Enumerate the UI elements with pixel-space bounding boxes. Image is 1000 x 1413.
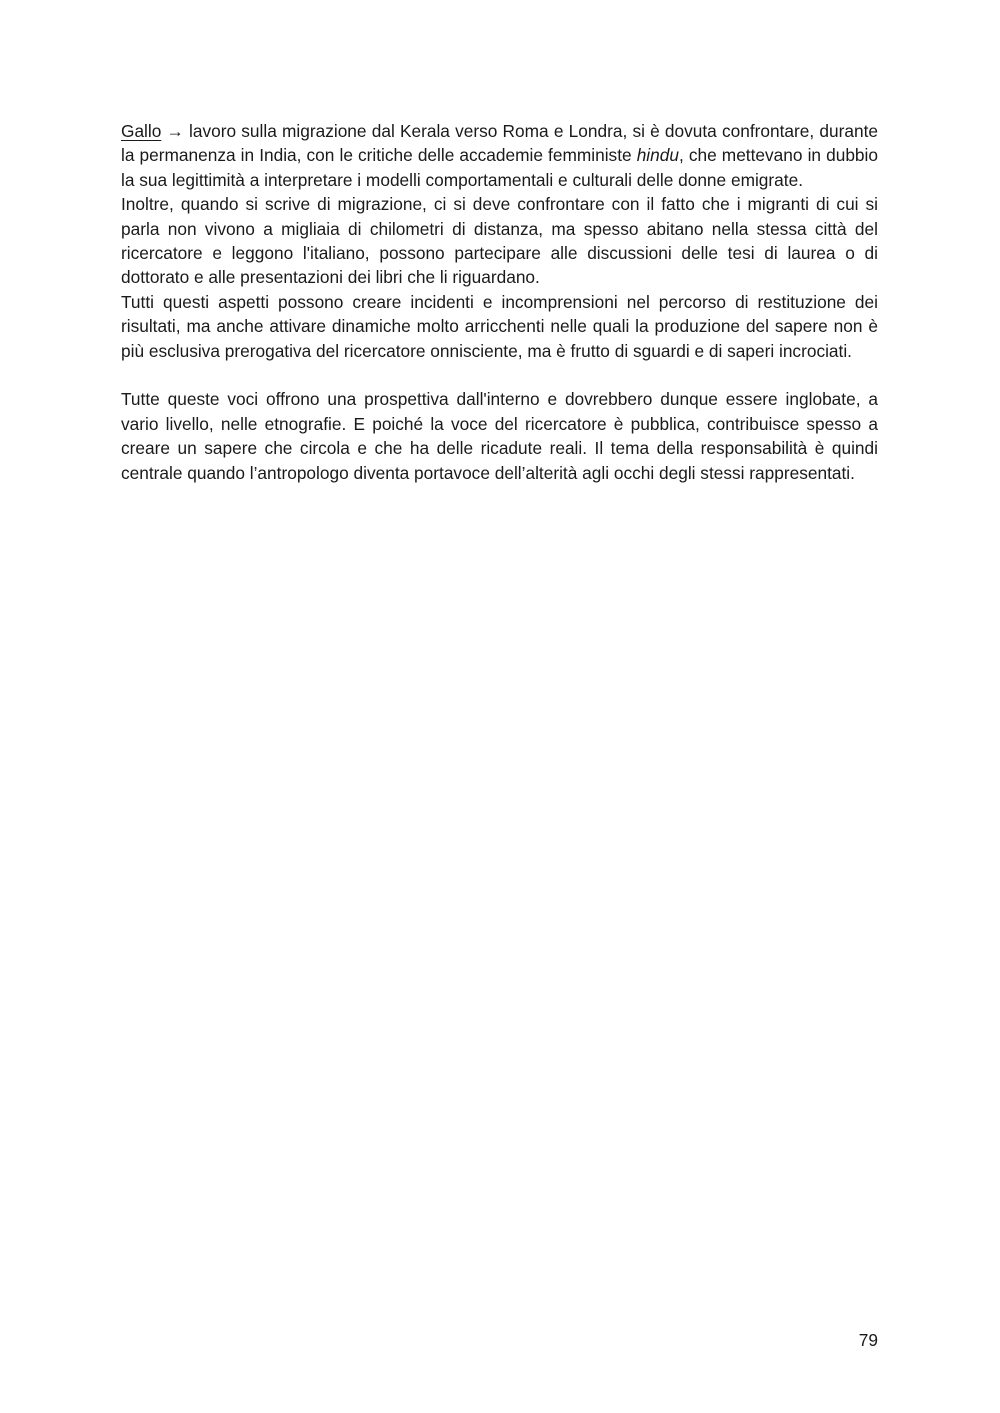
paragraph-gallo-text-b: , che mettevano in dubbio la sua legittimità a interpretare i modelli comportamentali e culturali delle donne emigrate. [121,145,878,190]
arrow-glyph: → [161,121,190,141]
paragraph-restitution: Tutti questi aspetti possono creare incidenti e incomprensioni nel percorso di restituzione dei risultati, ma anche attivare dinamiche molto arricchenti nelle quali la produzione del sapere non è più esclusiva prerogativa del ricercatore onnisciente, ma è frutto di sguardi e di saperi incrociati. [121,291,878,361]
author-name: Gallo [121,121,162,141]
paragraph-spacer [121,363,878,387]
paragraph-gallo-text-a: lavoro sulla migrazione dal Kerala verso Roma e Londra, si è dovuta confrontare, durante la permanenza in India, con le critiche delle accademie femministe [121,121,879,166]
body-text [121,119,878,485]
paragraph-migration: Inoltre, quando si scrive di migrazione, ci si deve confrontare con il fatto che i migranti di cui si parla non vivono a migliaia di chilometri di distanza, ma spesso abitano nella stessa città del ricercatore e leggono l'italiano, possono partecipare alle discussioni delle tesi di laurea o di dottorato e alle presentazioni dei libri che li riguardano. [121,194,878,288]
italic-term: hindu [636,145,679,166]
paragraph-gallo [121,119,878,192]
page-number: 79 [858,1330,878,1350]
paragraph-voices: Tutte queste voci offrono una prospettiva dall'interno e dovrebbero dunque essere inglobate, a vario livello, nelle etnografie. E poiché la voce del ricercatore è pubblica, contribuisce spesso a creare un sapere che circola e che ha delle ricadute reali. Il tema della responsabilità è quindi centrale quando l’antropologo diventa portavoce dell’alterità agli occhi degli stessi rappresentati. [121,389,878,483]
